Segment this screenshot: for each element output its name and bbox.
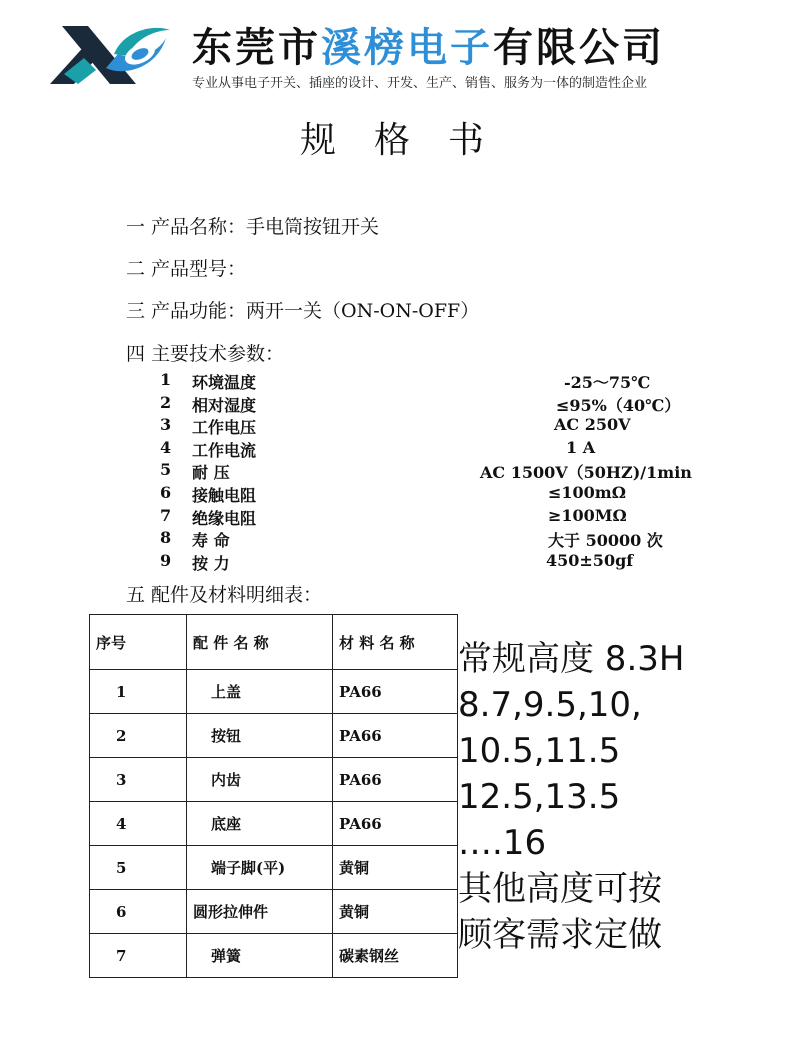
- param-name: 耐 压: [192, 463, 230, 483]
- table-cell-part: 内齿: [187, 758, 333, 802]
- param-row: [160, 483, 720, 506]
- table-cell-no: 1: [90, 670, 187, 714]
- table-cell-part: 按钮: [187, 714, 333, 758]
- param-name: 环境温度: [192, 373, 257, 392]
- param-row: [160, 460, 720, 483]
- section-product-model: 二 产品型号：: [126, 258, 247, 280]
- param-value: 450±50gf: [546, 550, 634, 570]
- table-cell-material: PA66: [333, 714, 458, 758]
- section-tech-params: 四 主要技术参数：: [126, 343, 285, 365]
- company-logo: [44, 18, 176, 92]
- param-name: 接触电阻: [192, 485, 257, 505]
- table-cell-material: 黄铜: [333, 890, 458, 934]
- param-value: ≤100mΩ: [548, 482, 626, 502]
- company-slogan: 专业从事电子开关、插座的设计、开发、生产、销售、服务为一体的制造性企业: [192, 76, 648, 91]
- height-note: [458, 636, 684, 958]
- table-cell-material: PA66: [333, 670, 458, 714]
- table-header-cell: 材 料 名 称: [333, 615, 458, 670]
- table-cell-part: 圆形拉伸件: [187, 890, 333, 934]
- section-product-name: 一 产品名称：手电筒按钮开关: [126, 216, 380, 238]
- table-cell-material: 黄铜: [333, 846, 458, 890]
- table-cell-part: 底座: [187, 802, 333, 846]
- company-name: [192, 16, 665, 73]
- table-header-cell: 配 件 名 称: [187, 615, 333, 670]
- parts-table: [89, 614, 458, 978]
- param-no: 7: [160, 505, 172, 525]
- param-value: ≤95%（40℃）: [556, 395, 681, 415]
- param-row: [160, 528, 720, 551]
- param-no: 3: [160, 415, 172, 435]
- params-list: [160, 370, 720, 573]
- table-header-row: [90, 615, 458, 670]
- table-row: [90, 758, 458, 802]
- height-note-line: 10.5,11.5: [458, 731, 621, 771]
- section-product-function: 三 产品功能：两开一关（ON-ON-OFF）: [126, 300, 480, 322]
- param-row: [160, 370, 720, 393]
- table-row: [90, 802, 458, 846]
- table-row: [90, 934, 458, 978]
- param-no: 4: [160, 437, 172, 457]
- document-title: 规格书: [300, 120, 523, 161]
- table-cell-part: 端子脚(平): [187, 846, 333, 890]
- table-row: [90, 846, 458, 890]
- param-value: 1 A: [566, 437, 596, 457]
- company-name-accent: 溪榜电子: [321, 25, 493, 71]
- param-row: [160, 438, 720, 461]
- table-cell-no: 5: [90, 846, 187, 890]
- table-cell-no: 7: [90, 934, 187, 978]
- table-cell-no: 3: [90, 758, 187, 802]
- param-no: 5: [160, 460, 172, 480]
- table-header-cell: 序号: [90, 615, 187, 670]
- table-cell-material: PA66: [333, 758, 458, 802]
- table-cell-no: 2: [90, 714, 187, 758]
- table-cell-no: 6: [90, 890, 187, 934]
- table-cell-part: 弹簧: [187, 934, 333, 978]
- param-no: 8: [160, 528, 172, 548]
- param-no: 1: [160, 370, 172, 389]
- param-value: 大于 50000 次: [548, 531, 663, 551]
- param-row: [160, 393, 720, 416]
- param-value: ≥100MΩ: [548, 505, 627, 525]
- table-row: [90, 670, 458, 714]
- section-parts-table: 五 配件及材料明细表：: [126, 584, 323, 606]
- param-name: 按 力: [192, 553, 230, 573]
- param-row: [160, 506, 720, 529]
- table-row: [90, 714, 458, 758]
- param-name: 寿 命: [192, 531, 230, 551]
- param-value: -25～75℃: [564, 373, 651, 392]
- param-row: [160, 551, 720, 574]
- height-note-line: 顾客需求定做: [458, 915, 662, 955]
- param-name: 绝缘电阻: [192, 508, 257, 528]
- param-value: AC 1500V（50HZ)/1min: [480, 463, 692, 483]
- height-note-line: 8.7,9.5,10,: [458, 685, 642, 725]
- table-row: [90, 890, 458, 934]
- param-no: 9: [160, 550, 172, 570]
- table-cell-material: 碳素钢丝: [333, 934, 458, 978]
- param-no: 6: [160, 482, 172, 502]
- table-cell-part: 上盖: [187, 670, 333, 714]
- param-name: 相对湿度: [192, 395, 257, 415]
- height-note-line: 常规高度 8.3H: [458, 639, 685, 679]
- param-no: 2: [160, 392, 172, 412]
- company-name-suffix: 有限公司: [493, 25, 665, 71]
- param-name: 工作电压: [192, 418, 257, 438]
- height-note-line: 12.5,13.5: [458, 777, 621, 817]
- company-name-prefix: 东莞市: [192, 25, 321, 71]
- height-note-line: 其他高度可按: [458, 869, 662, 909]
- table-cell-no: 4: [90, 802, 187, 846]
- param-row: [160, 415, 720, 438]
- param-value: AC 250V: [554, 415, 631, 435]
- height-note-line: ….16: [458, 823, 547, 863]
- table-cell-material: PA66: [333, 802, 458, 846]
- param-name: 工作电流: [192, 440, 257, 460]
